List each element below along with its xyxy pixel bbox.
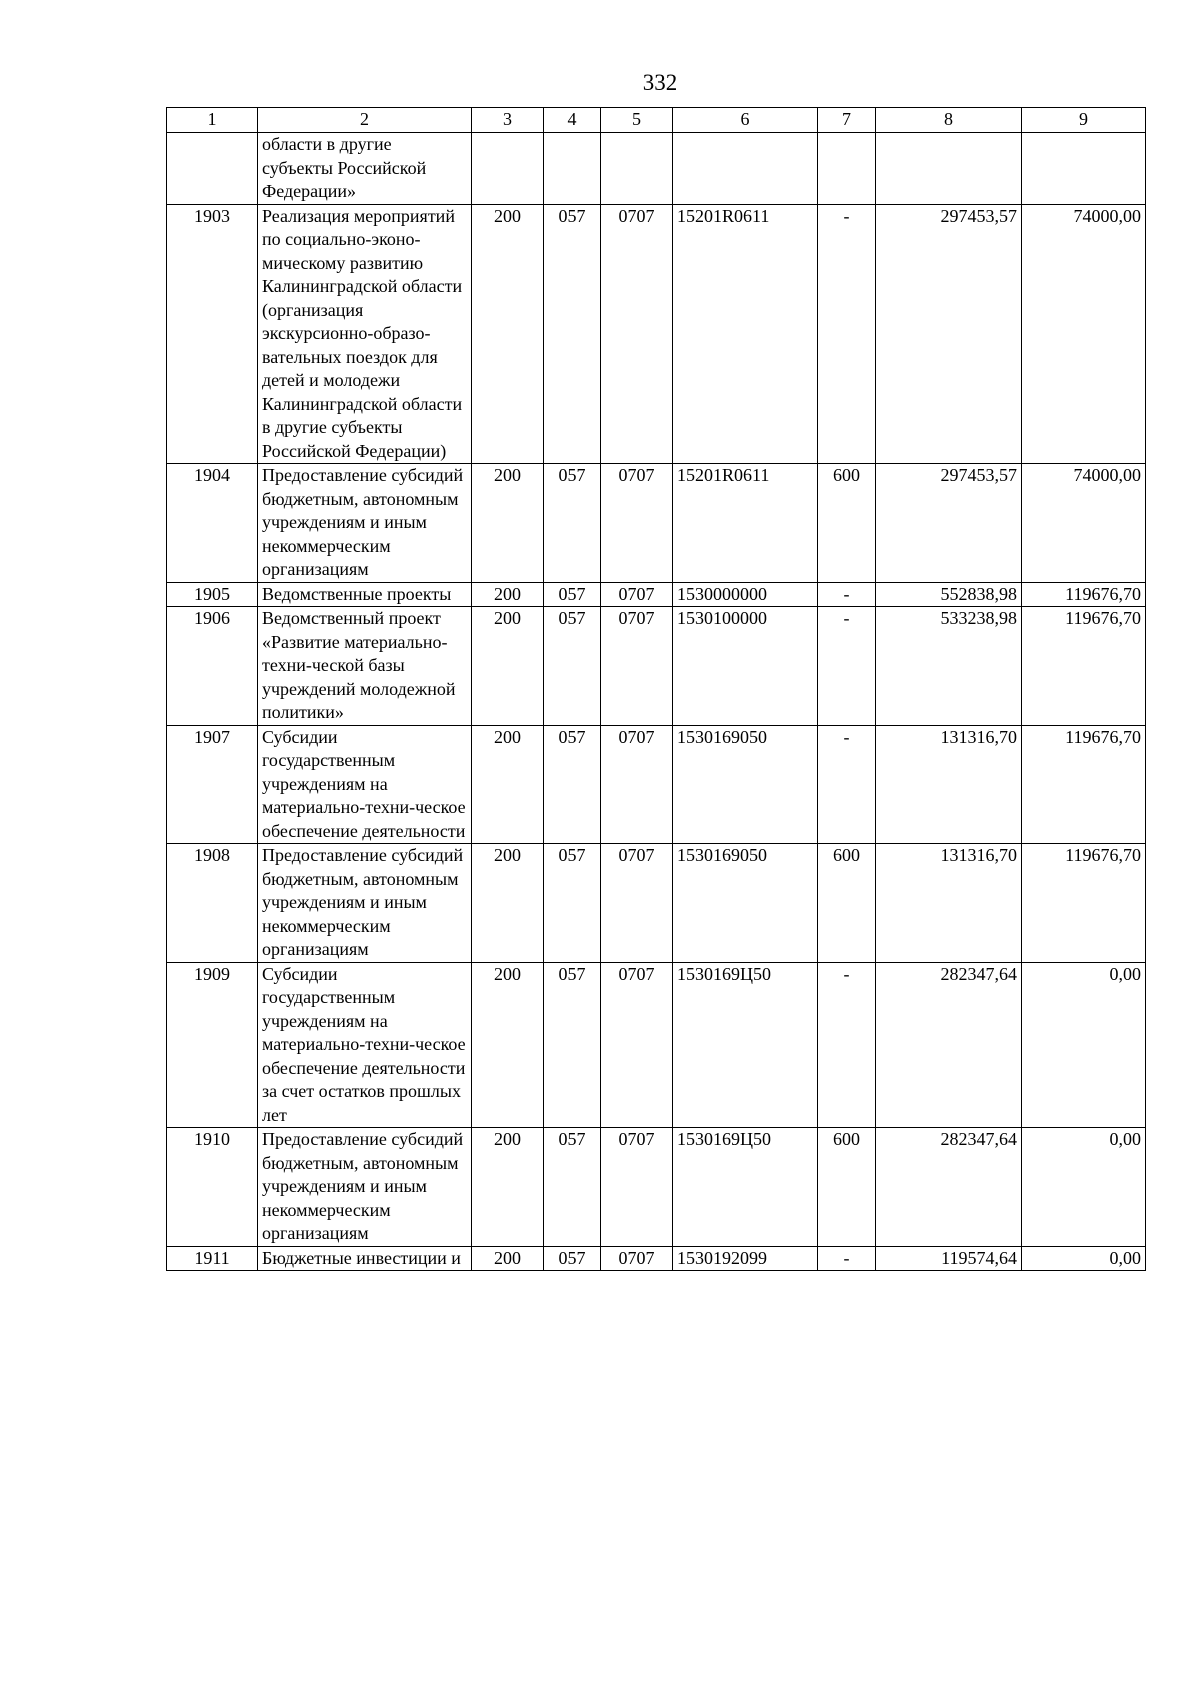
cell-col4: 057 (544, 962, 601, 1128)
column-header: 4 (544, 108, 601, 133)
cell-col6 (673, 133, 818, 205)
cell-col3: 200 (472, 962, 544, 1128)
column-header: 7 (818, 108, 876, 133)
cell-col9: 0,00 (1022, 1128, 1146, 1247)
column-header: 8 (876, 108, 1022, 133)
cell-col3: 200 (472, 1246, 544, 1271)
cell-col5: 0707 (601, 582, 673, 607)
cell-col5: 0707 (601, 844, 673, 963)
column-header: 3 (472, 108, 544, 133)
cell-col6: 15201R0611 (673, 204, 818, 464)
cell-col6: 1530100000 (673, 607, 818, 726)
table-row (167, 844, 1146, 963)
row-name: области в другие субъекты Российской Федерации» (258, 133, 472, 205)
cell-col9: 74000,00 (1022, 464, 1146, 583)
cell-col6: 1530169050 (673, 844, 818, 963)
table-row (167, 582, 1146, 607)
row-name: Ведомственный проект «Развитие материально-техни-ческой базы учреждений молодежной политики» (258, 607, 472, 726)
column-header: 5 (601, 108, 673, 133)
table-row (167, 1246, 1146, 1271)
row-name: Субсидии государственным учреждениям на материально-техни-ческое обеспечение деятельности (258, 725, 472, 844)
cell-col8: 119574,64 (876, 1246, 1022, 1271)
budget-table (166, 107, 1146, 1271)
cell-col7: - (818, 204, 876, 464)
row-number (167, 133, 258, 205)
cell-col3: 200 (472, 464, 544, 583)
table-row (167, 725, 1146, 844)
cell-col3: 200 (472, 204, 544, 464)
cell-col4: 057 (544, 1128, 601, 1247)
table-row (167, 133, 1146, 205)
cell-col8: 131316,70 (876, 844, 1022, 963)
row-number: 1910 (167, 1128, 258, 1247)
row-name: Предоставление субсидий бюджетным, автономным учреждениям и иным некоммерческим организациям (258, 844, 472, 963)
row-number: 1905 (167, 582, 258, 607)
page-number: 332 (642, 70, 678, 95)
cell-col5: 0707 (601, 204, 673, 464)
cell-col9: 119676,70 (1022, 582, 1146, 607)
cell-col7: - (818, 607, 876, 726)
cell-col5: 0707 (601, 725, 673, 844)
cell-col8 (876, 133, 1022, 205)
row-name: Ведомственные проекты (258, 582, 472, 607)
row-number: 1906 (167, 607, 258, 726)
table-row (167, 204, 1146, 464)
cell-col7: - (818, 582, 876, 607)
cell-col3: 200 (472, 725, 544, 844)
cell-col6: 1530169050 (673, 725, 818, 844)
cell-col6: 15201R0611 (673, 464, 818, 583)
cell-col4: 057 (544, 844, 601, 963)
cell-col4: 057 (544, 725, 601, 844)
cell-col6: 1530169Ц50 (673, 1128, 818, 1247)
cell-col6: 1530169Ц50 (673, 962, 818, 1128)
cell-col7: 600 (818, 844, 876, 963)
cell-col5: 0707 (601, 962, 673, 1128)
column-header: 2 (258, 108, 472, 133)
cell-col8: 297453,57 (876, 204, 1022, 464)
cell-col9: 0,00 (1022, 962, 1146, 1128)
table-row (167, 464, 1146, 583)
cell-col6: 1530192099 (673, 1246, 818, 1271)
row-name: Бюджетные инвестиции и (258, 1246, 472, 1271)
row-number: 1904 (167, 464, 258, 583)
cell-col8: 297453,57 (876, 464, 1022, 583)
cell-col9: 119676,70 (1022, 607, 1146, 726)
cell-col8: 552838,98 (876, 582, 1022, 607)
cell-col5: 0707 (601, 607, 673, 726)
cell-col5: 0707 (601, 464, 673, 583)
row-number: 1903 (167, 204, 258, 464)
row-name: Реализация мероприятий по социально-эконо-мическому развитию Калининградской области (организация экскурсионно-образо-вательных поездок для детей и молодежи Калининградской области в другие субъекты Российской Федерации) (258, 204, 472, 464)
cell-col9 (1022, 133, 1146, 205)
cell-col3: 200 (472, 607, 544, 726)
cell-col3: 200 (472, 844, 544, 963)
cell-col8: 533238,98 (876, 607, 1022, 726)
cell-col8: 282347,64 (876, 962, 1022, 1128)
cell-col9: 119676,70 (1022, 844, 1146, 963)
table-row (167, 607, 1146, 726)
cell-col3: 200 (472, 582, 544, 607)
cell-col7: - (818, 962, 876, 1128)
column-header: 9 (1022, 108, 1146, 133)
cell-col7: 600 (818, 464, 876, 583)
cell-col9: 119676,70 (1022, 725, 1146, 844)
cell-col5: 0707 (601, 1128, 673, 1247)
cell-col7: 600 (818, 1128, 876, 1247)
cell-col7: - (818, 725, 876, 844)
cell-col8: 131316,70 (876, 725, 1022, 844)
row-name: Предоставление субсидий бюджетным, автономным учреждениям и иным некоммерческим организациям (258, 1128, 472, 1247)
cell-col9: 74000,00 (1022, 204, 1146, 464)
cell-col4: 057 (544, 1246, 601, 1271)
cell-col6: 1530000000 (673, 582, 818, 607)
cell-col3: 200 (472, 1128, 544, 1247)
cell-col7 (818, 133, 876, 205)
row-number: 1907 (167, 725, 258, 844)
cell-col5: 0707 (601, 1246, 673, 1271)
table-row (167, 962, 1146, 1128)
column-header: 6 (673, 108, 818, 133)
row-number: 1908 (167, 844, 258, 963)
table-row (167, 1128, 1146, 1247)
cell-col4: 057 (544, 204, 601, 464)
row-number: 1909 (167, 962, 258, 1128)
row-number: 1911 (167, 1246, 258, 1271)
cell-col4: 057 (544, 607, 601, 726)
row-name: Субсидии государственным учреждениям на материально-техни-ческое обеспечение деятельности за счет остатков прошлых лет (258, 962, 472, 1128)
cell-col8: 282347,64 (876, 1128, 1022, 1247)
row-name: Предоставление субсидий бюджетным, автономным учреждениям и иным некоммерческим организациям (258, 464, 472, 583)
cell-col7: - (818, 1246, 876, 1271)
cell-col9: 0,00 (1022, 1246, 1146, 1271)
cell-col5 (601, 133, 673, 205)
cell-col3 (472, 133, 544, 205)
header-row (167, 108, 1146, 133)
column-header: 1 (167, 108, 258, 133)
cell-col4: 057 (544, 582, 601, 607)
cell-col4 (544, 133, 601, 205)
cell-col4: 057 (544, 464, 601, 583)
